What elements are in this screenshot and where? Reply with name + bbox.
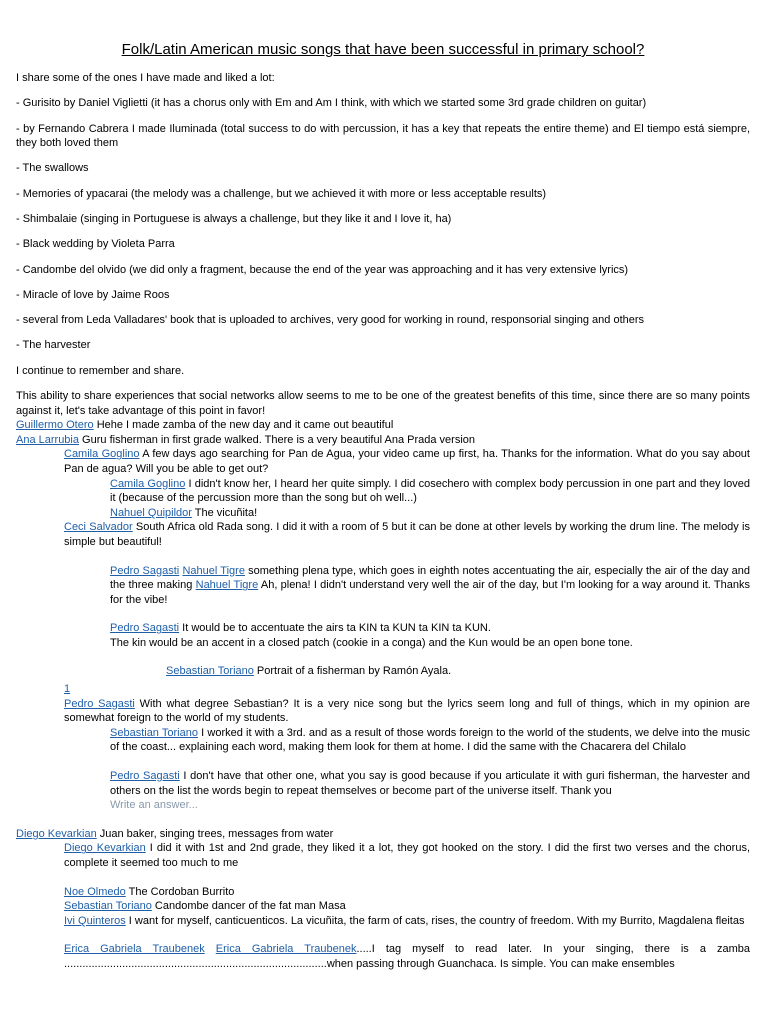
author-link[interactable]: Sebastian Toriano [64,900,152,913]
comment-text: Ah, plena! I didn't understand very well the air of the day, but I'm looking for a way around it. Thanks for the vibe! [110,579,750,606]
comment-text: Guru fisherman in first grade walked. There is a very beautiful Ana Prada version [79,433,475,446]
list-item: - The swallows [16,162,89,175]
author-link[interactable]: Noe Olmedo [64,885,126,898]
author-link[interactable]: Ceci Salvador [64,521,133,534]
reply [16,447,750,476]
comment-text: I worked it with a 3rd. and as a result of those words foreign to the world of the students, we delve into the music of the coast... explaining each word, making them look for them at home. I did the same with the Chacarera del Chilalo [110,726,750,754]
page-title: Folk/Latin American music songs that have been successful in primary school? [121,41,645,58]
comment-text: I don't have that other one, what you say is good because if you articulate it with guri fisherman, the harvester and others on the list the words begin to repeat themselves or become part of the universe itself. Thank you [110,770,750,797]
author-link[interactable]: Sebastian Toriano [166,665,254,678]
closing-paragraph: This ability to share experiences that social networks allow seems to me to be one of the greatest benefits of this time, since there are so many points against it, let's take advantage of this point in favor! [16,389,750,417]
list-item: - several from Leda Valladares' book that is uploaded to archives, very good for working in round, responsorial singing and others [16,314,645,327]
reply [16,477,750,506]
comment-text: The vicuñita! [191,506,258,519]
author-link[interactable]: Nahuel Quipildor [110,506,192,519]
author-link[interactable]: Pedro Sagasti [110,564,180,577]
author-link[interactable]: Guillermo Otero [16,419,94,432]
write-answer-input[interactable]: Write an answer... [110,799,198,812]
closing-text: I continue to remember and share. [16,364,185,377]
comment-text: I did it with 1st and 2nd grade, they liked it a lot, they got hooked on the story. I did the first two verses and the chorus, complete it seemed too much to me [64,842,750,869]
author-link[interactable]: Erica Gabriela Traubenek [64,943,205,956]
comment [16,433,750,448]
reply [16,520,750,549]
author-link[interactable]: Erica Gabriela Traubenek [215,943,357,956]
reply [16,885,750,900]
comment [16,418,750,433]
reply [16,899,750,914]
comment-text: A few days ago searching for Pan de Agua, your video came up first, ha. Thanks for the information. What do you say about Pan de agua? Will you be able to get out? [64,448,750,475]
comment-text: I want for myself, canticuenticos. La vicuñita, the farm of cats, rises, the country of freedom. With my Burrito, Magdalena fleitas [125,914,745,927]
reaction-count-link[interactable]: 1 [64,683,71,696]
document-page [16,40,750,972]
author-link[interactable]: Nahuel Tigre [195,579,259,592]
reply-continuation: The kin would be an accent in a closed patch (cookie in a conga) and the Kun would be an open bone tone. [110,636,633,649]
reply [16,841,750,870]
list-item: - by Fernando Cabrera I made Iluminada (total success to do with percussion, it has a key that repeats the entire theme) and El tiempo está siempre, they both loved them [16,122,750,150]
comment-text: .....I tag myself to read later. In your singing, there is a zamba ......................................................................................when passing through Guanchaca. Is simple. You can make ensembles [64,943,751,970]
author-link[interactable]: Pedro Sagasti [110,770,180,783]
author-link[interactable]: Diego Kevarkian [16,827,97,840]
reply [16,664,750,679]
comment-text: With what degree Sebastian? It is a very nice song but the lyrics seem long and full of things, which in my opinion are somewhat foreign to the world of my students. [64,697,750,725]
comment [16,827,750,842]
reply [16,621,750,636]
list-item: - Memories of ypacarai (the melody was a challenge, but we achieved it with more or less acceptable results) [16,187,547,200]
comment-text: something plena type, which goes in eighth notes accentuating the air, especially the air of the day and the three making [110,564,750,592]
list-item: - The harvester [16,339,91,352]
intro-text: I share some of the ones I have made and liked a lot: [16,72,275,84]
reply [16,769,750,798]
author-link[interactable]: Pedro Sagasti [110,622,180,635]
reply [16,914,750,929]
author-link[interactable]: Camila Goglino [110,477,186,490]
list-item: - Black wedding by Violeta Parra [16,238,175,251]
comment-text: Hehe I made zamba of the new day and it came out beautiful [93,419,394,432]
author-link[interactable]: Nahuel Tigre [182,564,245,577]
comment-text: Juan baker, singing trees, messages from water [96,827,334,840]
comment-text: Candombe dancer of the fat man Masa [151,900,346,913]
author-link[interactable]: Ivi Quinteros [64,914,126,927]
author-link[interactable]: Pedro Sagasti [64,697,135,710]
comment-text: Portrait of a fisherman by Ramón Ayala. [253,665,452,678]
list-item: - Shimbalaie (singing in Portuguese is always a challenge, but they like it and I love it, ha) [16,213,452,225]
reply [16,564,750,608]
author-link[interactable]: Ana Larrubia [16,433,79,446]
author-link[interactable]: Diego Kevarkian [64,842,146,855]
list-item: - Gurisito by Daniel Viglietti (it has a chorus only with Em and Am I think, with which we started some 3rd grade children on guitar) [16,97,647,110]
reply [16,697,750,726]
comment-text: It would be to accentuate the airs ta KIN ta KUN ta KIN ta KUN. [179,622,491,635]
list-item: - Candombe del olvido (we did only a fragment, because the end of the year was approaching and it has very extensive lyrics) [16,263,629,276]
comment-text: The Cordoban Burrito [125,885,235,898]
author-link[interactable]: Camila Goglino [64,448,140,461]
author-link[interactable]: Sebastian Toriano [110,726,198,739]
reply [16,942,750,971]
reply [16,726,750,755]
comment-text: I didn't know her, I heard her quite simply. I did cosechero with complex body percussion in one part and they loved it (because of the percussion more than the song but oh well...) [110,477,750,505]
reply [16,506,750,521]
comment-text: South Africa old Rada song. I did it with a room of 5 but it can be done at other levels by working the drum line. The melody is simple but beautiful! [64,521,750,548]
reaction-count [16,682,750,697]
list-item: - Miracle of love by Jaime Roos [16,288,170,301]
